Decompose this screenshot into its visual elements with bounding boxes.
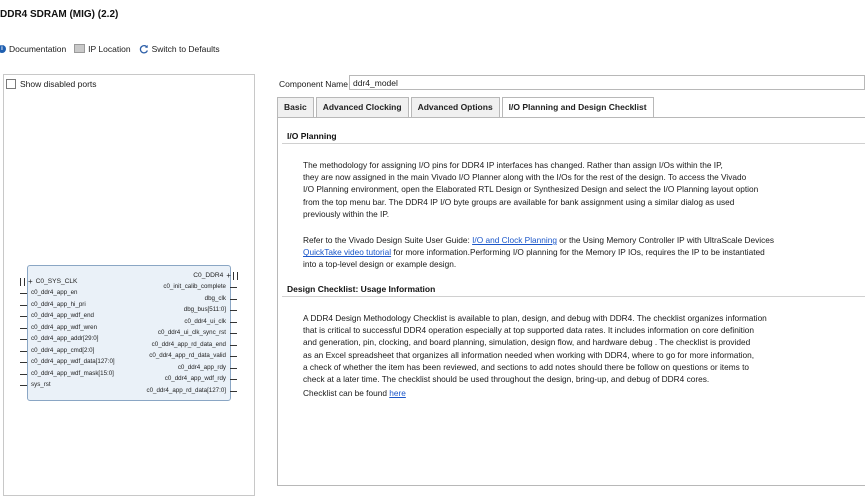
- checklist-heading: Design Checklist: Usage Information: [287, 284, 436, 294]
- tab-io-planning-checklist[interactable]: I/O Planning and Design Checklist: [502, 97, 654, 118]
- documentation-button[interactable]: [0, 44, 66, 54]
- right-port: dbg_clk: [205, 295, 226, 302]
- switch-defaults-button[interactable]: [139, 44, 220, 54]
- tab-advanced-clocking[interactable]: Advanced Clocking: [316, 97, 409, 117]
- left-port: c0_ddr4_app_hi_pri: [31, 301, 86, 308]
- right-port: c0_ddr4_app_rd_data_valid: [149, 352, 226, 359]
- component-name-input[interactable]: ddr4_model: [349, 75, 865, 90]
- left-port: + C0_SYS_CLK: [20, 277, 77, 286]
- checkbox-box[interactable]: [6, 79, 16, 89]
- right-port: dbg_bus[511:0]: [184, 306, 226, 313]
- tab-bar: [277, 97, 656, 117]
- toolbar: [0, 43, 228, 55]
- section-divider: [282, 143, 865, 144]
- documentation-label: Documentation: [9, 44, 67, 54]
- left-port: c0_ddr4_app_wdf_mask[15:0]: [31, 370, 114, 377]
- switch-defaults-label: Switch to Defaults: [151, 44, 220, 54]
- window-title: DDR4 SDRAM (MIG) (2.2): [0, 9, 119, 20]
- ip-location-label: IP Location: [88, 44, 131, 54]
- right-ports: [120, 265, 238, 399]
- left-port: c0_ddr4_app_addr[29:0]: [31, 335, 98, 342]
- ip-location-button[interactable]: [74, 44, 130, 54]
- right-port: c0_init_calib_complete: [163, 283, 226, 290]
- show-disabled-ports-checkbox[interactable]: [6, 79, 97, 89]
- right-port: c0_ddr4_app_rd_data_end: [152, 341, 226, 348]
- right-port: c0_ddr4_app_wdf_rdy: [165, 375, 226, 382]
- checklist-paragraph: A DDR4 Design Methodology Checklist is available to plan, design, and debug with DDR4. The checklist organizes information that is critical to successful DDR4 operation especially at top supported data rates. It includes information on core definition and generation, pin, clocking, and board planning, simulation, design flow, and hardware debug . The checklist is provided as an Excel spreadsheet that organizes all information needed when working with DDR4, where to go for more information, a check of whether the item has been reviewed, and sections to add notes should there be follow on questions or items to check at a later time. The checklist should be used throughout the design, bring-up, and debug of DDR4 cores.: [303, 313, 767, 385]
- folder-icon: [74, 44, 85, 53]
- right-port: c0_ddr4_ui_clk: [184, 318, 226, 325]
- refresh-icon: [139, 44, 149, 54]
- left-port: c0_ddr4_app_cmd[2:0]: [31, 347, 94, 354]
- component-name-label: Component Name: [279, 79, 348, 89]
- tab-basic[interactable]: Basic: [277, 97, 314, 117]
- section-divider: [282, 296, 865, 297]
- left-port: sys_rst: [31, 381, 51, 388]
- right-port: c0_ddr4_ui_clk_sync_rst: [158, 329, 226, 336]
- left-port: c0_ddr4_app_wdf_wren: [31, 324, 97, 331]
- checklist-here-link[interactable]: here: [389, 388, 406, 398]
- right-port: c0_ddr4_app_rd_data[127:0]: [147, 387, 226, 394]
- right-port: C0_DDR4 +: [193, 271, 238, 280]
- right-port: c0_ddr4_app_rdy: [178, 364, 226, 371]
- left-port: c0_ddr4_app_en: [31, 289, 77, 296]
- checklist-found-line: Checklist can be found here: [303, 388, 406, 398]
- left-port: c0_ddr4_app_wdf_data[127:0]: [31, 358, 115, 365]
- io-planning-heading: I/O Planning: [287, 131, 337, 141]
- quicktake-video-link[interactable]: QuickTake video tutorial: [303, 247, 392, 258]
- io-clock-planning-link[interactable]: I/O and Clock Planning: [472, 235, 557, 245]
- tab-advanced-options[interactable]: Advanced Options: [411, 97, 500, 117]
- io-planning-paragraph-2: Refer to the Vivado Design Suite User Guide: I/O and Clock Planning or the Using Memory Controller IP with UltraScale Devices QuickTake video tutorial for more information.Performing I/O planning for the Memory IP IOs, requires the IP to be instantiated into a top-level design or example design.: [303, 235, 775, 270]
- io-planning-paragraph-1: The methodology for assigning I/O pins for DDR4 IP interfaces has changed. Rather than assign I/Os within the IP, they are now assigned in the main Vivado I/O Planner along with the I/Os for the rest of the design. To access the Vivado I/O Planning environment, open the Elaborated RTL Design or Synthesized Design and select the I/O Planning layout option from the top menu bar. The DDR4 IP I/O byte groups are available for bank assignment using a similar dialog as used previously within the IP.: [303, 160, 759, 219]
- show-disabled-ports-label: Show disabled ports: [20, 79, 97, 89]
- info-icon: i: [0, 45, 6, 53]
- left-port: c0_ddr4_app_wdf_end: [31, 312, 94, 319]
